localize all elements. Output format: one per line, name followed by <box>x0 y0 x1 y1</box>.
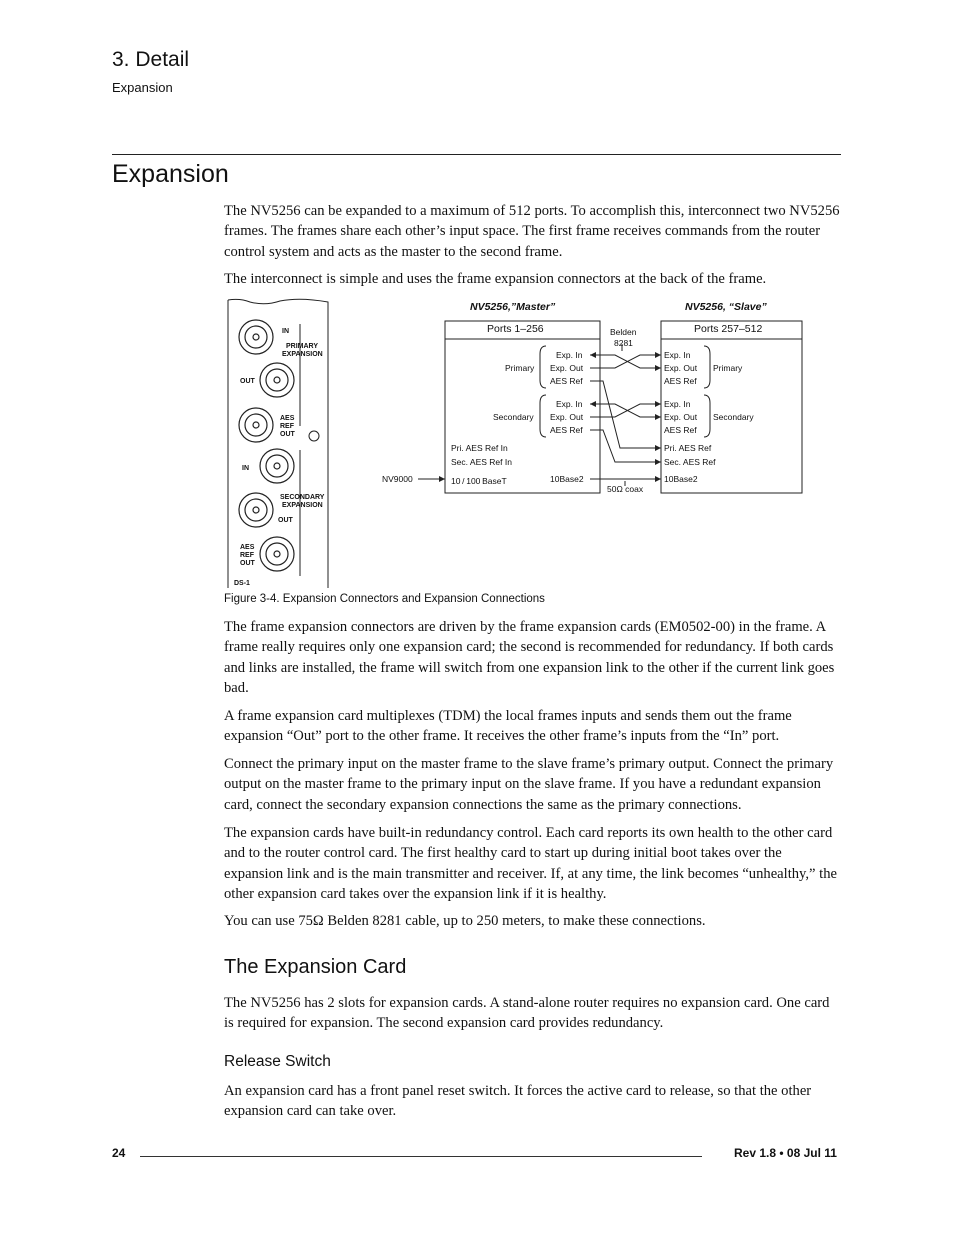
svg-text:EXPANSION: EXPANSION <box>282 351 323 358</box>
svg-text:10Base2: 10Base2 <box>664 474 698 484</box>
cable-label: Belden <box>610 327 637 337</box>
svg-text:Sec. AES Ref In: Sec. AES Ref In <box>451 457 512 467</box>
footer-rule <box>140 1156 702 1157</box>
paragraph: You can use 75Ω Belden 8281 cable, up to 250 meters, to make these connections. <box>224 913 706 929</box>
paragraph: A frame expansion card multiplexes (TDM) the local frames inputs and sends them out the frame expansion “Out” port to the other frame. It receives the other frame’s inputs from the “In” port. <box>224 708 792 745</box>
svg-text:10Base2: 10Base2 <box>550 474 584 484</box>
paragraph: The interconnect is simple and uses the frame expansion connectors at the back of the frame. <box>224 271 767 287</box>
svg-text:Primary: Primary <box>505 363 535 373</box>
revision-label: Rev 1.8 • 08 Jul 11 <box>734 1146 837 1160</box>
chapter-title: 3. Detail <box>112 48 190 71</box>
svg-text:NV5256, “Slave”: NV5256, “Slave” <box>685 301 767 313</box>
svg-text:AES Ref: AES Ref <box>664 376 697 386</box>
svg-text:Primary: Primary <box>713 363 743 373</box>
paragraph: Connect the primary input on the master frame to the slave frame’s primary output. Connect the primary output on the master frame to the primary input on the slave frame. If you have a redundant expansion card, connect the secondary expansion connections the same as the primary connections. <box>224 756 834 813</box>
svg-text:Exp. Out: Exp. Out <box>664 412 698 422</box>
svg-text:IN: IN <box>242 465 249 472</box>
svg-text:OUT: OUT <box>280 431 295 438</box>
svg-text:OUT: OUT <box>240 560 255 567</box>
svg-text:Pri. AES Ref: Pri. AES Ref <box>664 443 712 453</box>
paragraph: The NV5256 has 2 slots for expansion cards. A stand-alone router requires no expansion card. One card is required for expansion. The second expansion card provides redundancy. <box>224 995 830 1032</box>
svg-text:AES Ref: AES Ref <box>664 425 697 435</box>
svg-text:NV5256,”Master”: NV5256,”Master” <box>470 301 556 313</box>
svg-text:DS-1: DS-1 <box>234 580 250 587</box>
svg-text:Ports 1–256: Ports 1–256 <box>487 323 544 335</box>
svg-text:AES: AES <box>240 544 255 551</box>
top-rule <box>112 154 841 155</box>
expansion-diagram <box>220 296 820 592</box>
svg-text:Secondary: Secondary <box>713 412 754 422</box>
svg-text:Exp. Out: Exp. Out <box>550 412 584 422</box>
svg-text:AES Ref: AES Ref <box>550 376 583 386</box>
svg-text:REF: REF <box>240 552 254 559</box>
section-heading: The Expansion Card <box>224 956 407 978</box>
svg-text:OUT: OUT <box>278 517 293 524</box>
svg-text:EXPANSION: EXPANSION <box>282 502 323 509</box>
svg-text:SECONDARY: SECONDARY <box>280 494 325 501</box>
svg-text:10 / 100 BaseT: 10 / 100 BaseT <box>451 476 507 486</box>
coax-label: 50Ω coax <box>607 484 644 494</box>
figure-caption: Figure 3-4. Expansion Connectors and Expansion Connections <box>224 593 545 605</box>
paragraph: The frame expansion connectors are driven by the frame expansion cards (EM0502-00) in the frame. A frame really requires only one expansion card; the second is recommended for redundancy. If both cards and links are installed, the frame will switch from one expansion link to the other if the current link goes bad. <box>224 619 835 696</box>
slave-frame-box <box>661 301 802 493</box>
svg-text:REF: REF <box>280 423 294 430</box>
svg-text:OUT: OUT <box>240 378 255 385</box>
cable-label: 8281 <box>614 338 633 348</box>
svg-text:Pri. AES Ref In: Pri. AES Ref In <box>451 443 508 453</box>
svg-text:Exp. Out: Exp. Out <box>664 363 698 373</box>
running-section: Expansion <box>112 80 173 95</box>
paragraph: The expansion cards have built-in redundancy control. Each card reports its own health to the other card and to the router control card. The first healthy card to start up during initial boot takes over the expansion link and is the main transmitter and receiver. If, at any time, the link becomes “unhealthy,” the other expansion card takes over the expansion link if it is healthy. <box>224 825 838 902</box>
svg-text:Ports 257–512: Ports 257–512 <box>694 323 763 335</box>
svg-text:Secondary: Secondary <box>493 412 534 422</box>
subsection-heading: Release Switch <box>224 1053 331 1070</box>
svg-text:PRIMARY: PRIMARY <box>286 343 319 350</box>
svg-text:Exp. In: Exp. In <box>664 399 691 409</box>
panel-labels <box>234 328 325 587</box>
svg-text:Sec. AES Ref: Sec. AES Ref <box>664 457 716 467</box>
master-frame-box <box>445 301 600 493</box>
paragraph: An expansion card has a front panel reset switch. It forces the active card to release, so that the other expansion card can take over. <box>224 1083 812 1120</box>
svg-text:AES: AES <box>280 415 295 422</box>
nv9000-label: NV9000 <box>382 474 413 484</box>
svg-text:Exp. In: Exp. In <box>556 350 583 360</box>
svg-text:Exp. In: Exp. In <box>556 399 583 409</box>
page-title: Expansion <box>112 160 229 188</box>
svg-text:Exp. In: Exp. In <box>664 350 691 360</box>
svg-text:Exp. Out: Exp. Out <box>550 363 584 373</box>
svg-text:IN: IN <box>282 328 289 335</box>
page-number: 24 <box>112 1146 126 1160</box>
paragraph: The NV5256 can be expanded to a maximum of 512 ports. To accomplish this, interconnect two NV5256 frames. The frames share each other’s input space. The first frame receives commands from the router control system and acts as the master to the second frame. <box>224 203 840 260</box>
svg-text:AES Ref: AES Ref <box>550 425 583 435</box>
